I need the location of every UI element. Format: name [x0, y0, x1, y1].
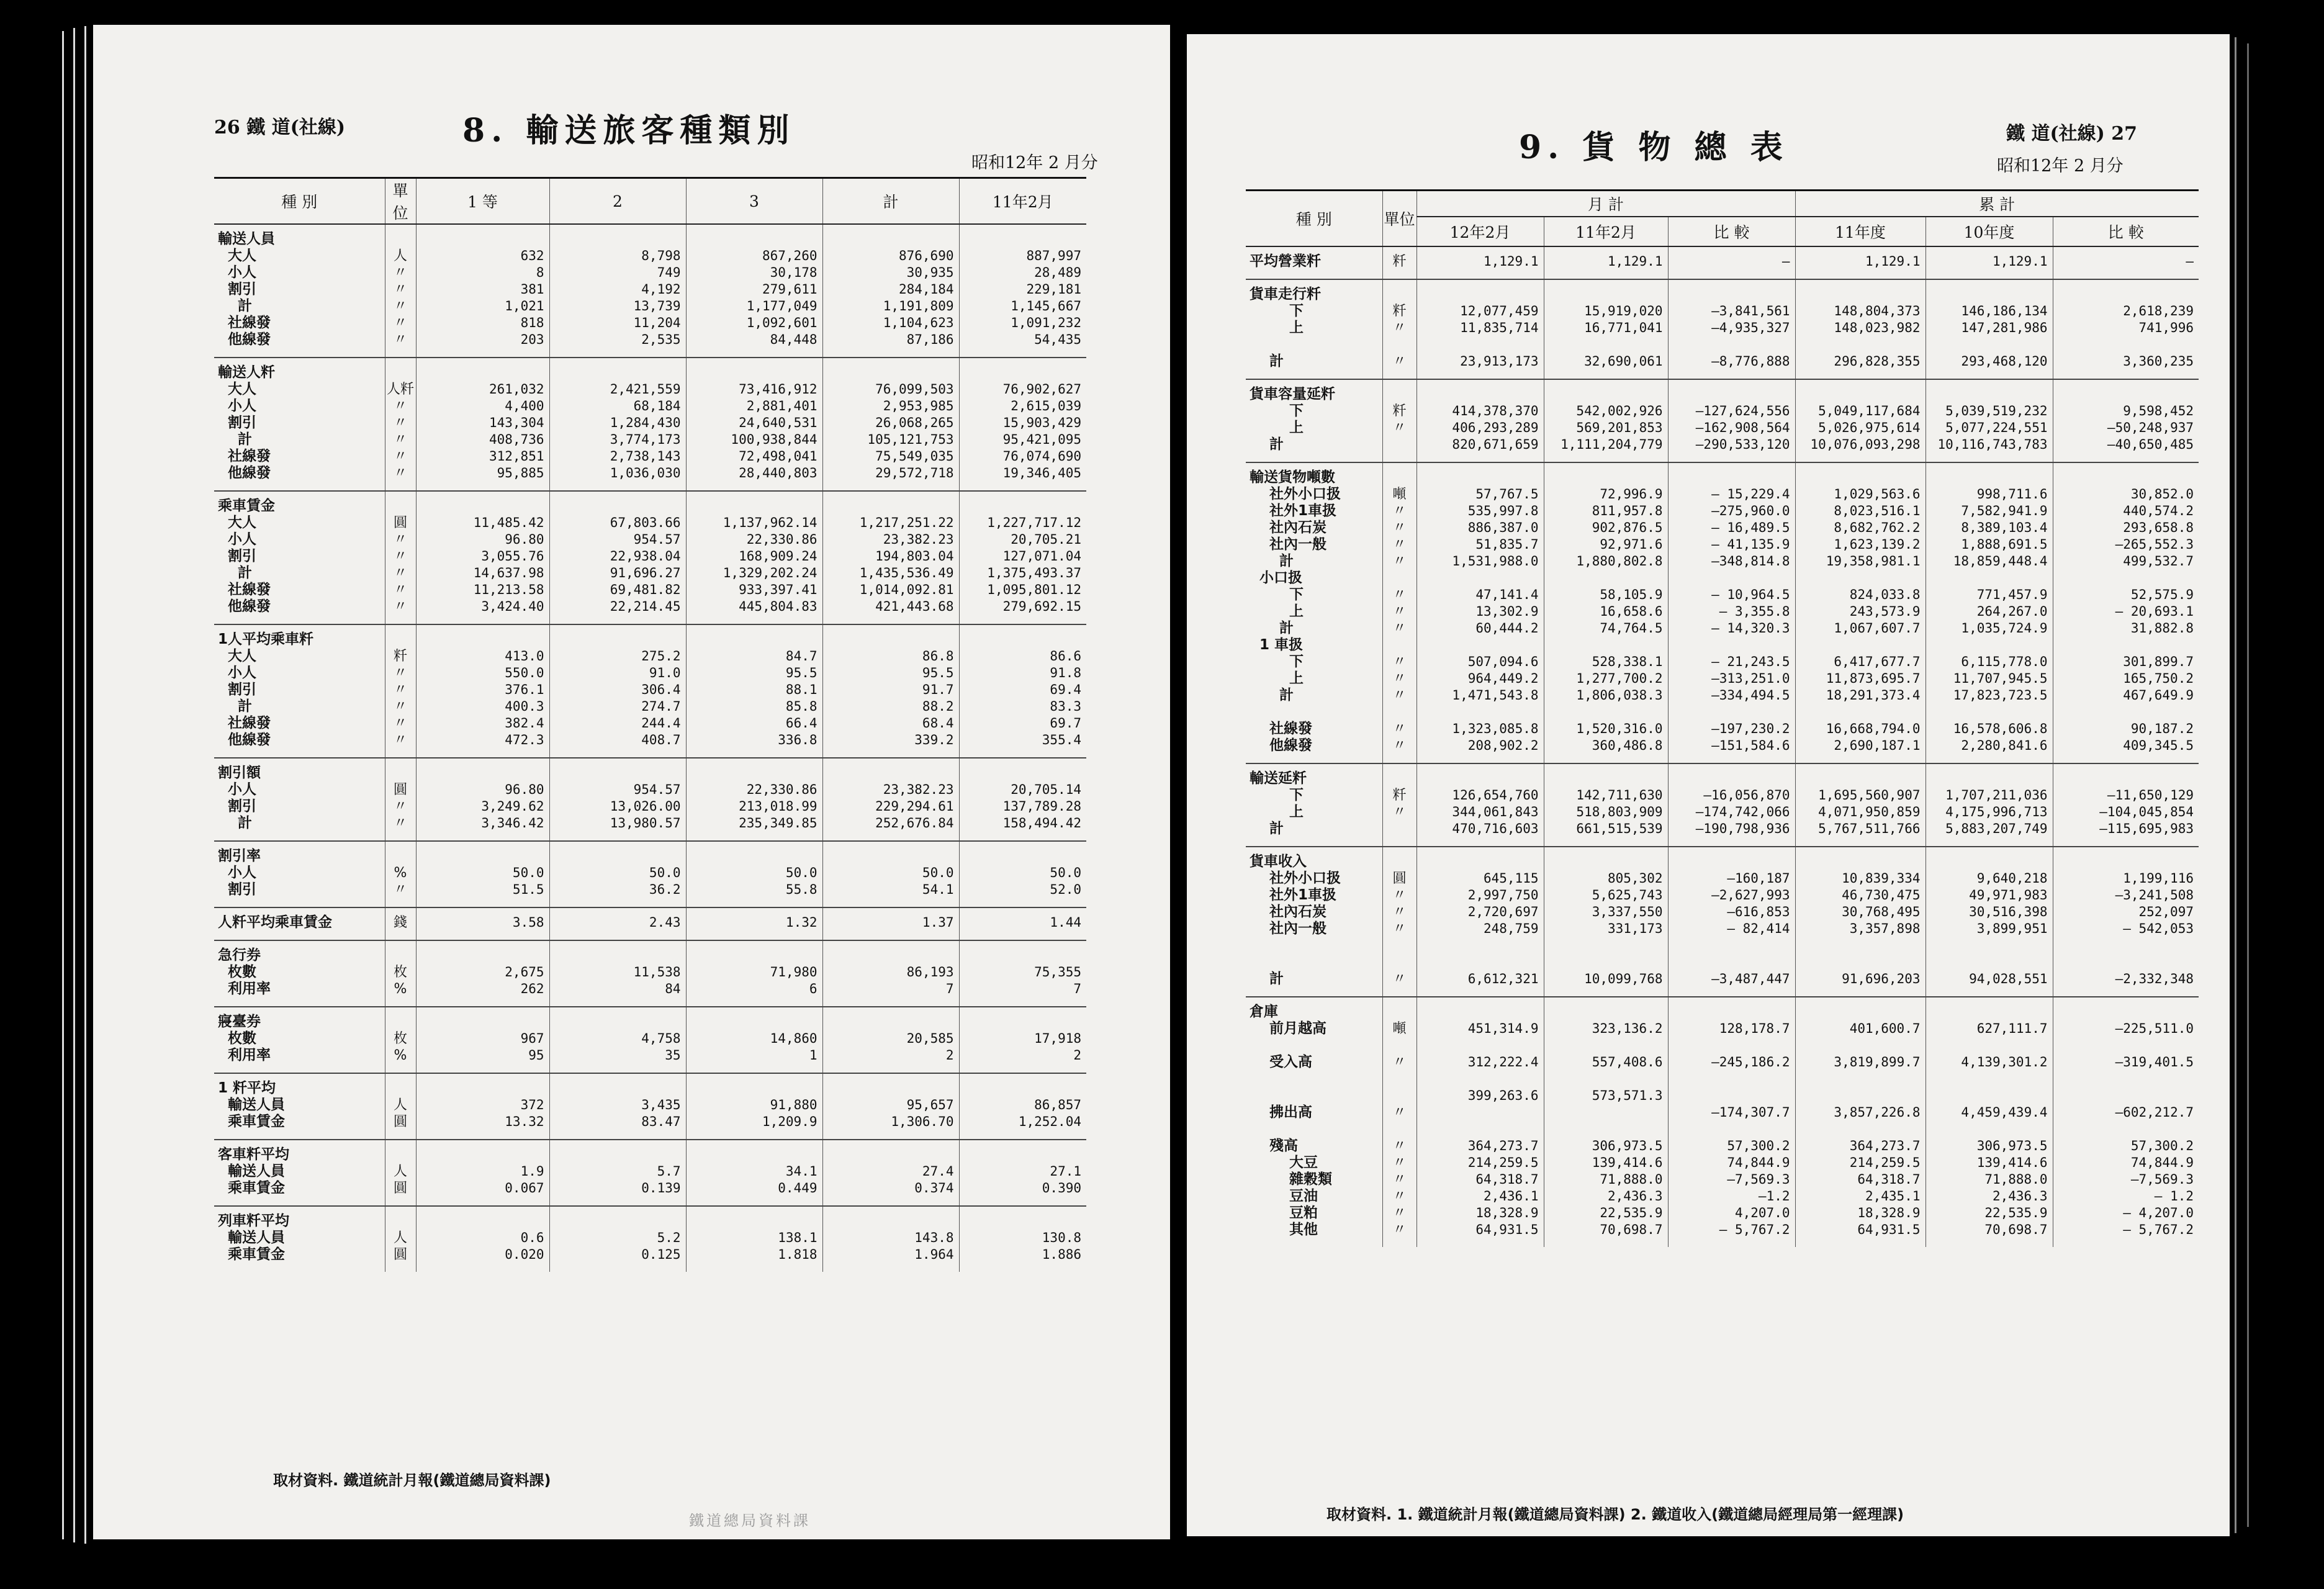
data-cell: 91,880 1,209.9 [686, 1073, 822, 1140]
data-cell: —11,650,129 —104,045,854 —115,695,983 [2053, 763, 2199, 847]
table-section [214, 1073, 1086, 1140]
data-cell: 76,902,627 2,615,039 15,903,429 95,421,095 76,074,690 19,346,405 [959, 358, 1086, 491]
data-cell: 1,227,717.12 20,705.21 127,071.04 1,375,493.37 1,095,801.12 279,692.15 [959, 491, 1086, 624]
unit-cell: 人 圓 [385, 1206, 416, 1272]
source-note: 取材資料. 鐵道統計月報(鐵道總局資料課) [273, 1472, 551, 1489]
data-cell: 876,690 30,935 284,184 1,191,809 1,104,623 87,186 [822, 224, 959, 358]
data-cell: 73,416,912 2,881,401 24,640,531 100,938,844 72,498,041 28,440,803 [686, 358, 822, 491]
row-labels: 乘車賃金 大人 小人 割引 計 社線發 他線發 [214, 491, 385, 624]
unit-cell: 粁 〃 [1382, 379, 1416, 462]
data-cell: 34.1 0.449 [686, 1140, 822, 1206]
data-cell: 3,435 83.47 [549, 1073, 686, 1140]
data-cell: 1,199,116 —3,241,508 252,097 — 542,053 —2,332,348 [2053, 847, 2199, 997]
unit-cell: 人 圓 [385, 1140, 416, 1206]
data-cell: 805,302 5,625,743 3,337,550 331,173 10,099,768 [1544, 847, 1668, 997]
row-labels: 倉庫 前月越高 受入高 拂出高 殘高 大豆 雜穀類 豆油 豆粕 其他 [1246, 997, 1382, 1247]
column-header: 種 別 [214, 178, 385, 225]
data-cell: 1.9 0.067 [416, 1140, 549, 1206]
unit-cell: 粁 [1382, 246, 1416, 279]
data-cell: 2,675 262 [416, 940, 549, 1007]
data-cell: 30,852.0 440,574.2 293,658.8 —265,552.3 499,532.7 52,575.9 — 20,693.1 31,882.8 301,899.7 165,750.2 467,649.9 90,187.2 409,345.5 [2053, 462, 2199, 763]
row-labels: 列車粁平均 輸送人員 乘車賃金 [214, 1206, 385, 1272]
page-header-left: 26 鐵 道(社線) [214, 117, 346, 138]
data-cell: 542,002,926 569,201,853 1,111,204,779 [1544, 379, 1668, 462]
table-section [214, 1007, 1086, 1073]
data-cell: 2.43 [549, 907, 686, 940]
data-cell: 645,115 2,997,750 2,720,697 248,759 6,612,321 [1416, 847, 1544, 997]
unit-cell: 人粁 〃 〃 〃 〃 〃 [385, 358, 416, 491]
row-labels: 客車粁平均 輸送人員 乘車賃金 [214, 1140, 385, 1206]
page-title: 8. 輸送旅客種類別 [462, 112, 796, 150]
data-cell: 76,099,503 2,953,985 26,068,265 105,121,753 75,549,035 29,572,718 [822, 358, 959, 491]
data-cell: 1,129.1 [1416, 246, 1544, 279]
table-section [214, 940, 1086, 1007]
unit-cell: % 〃 [385, 841, 416, 907]
data-cell: 20,705.14 137,789.28 158,494.42 [959, 758, 1086, 841]
data-cell: 967 95 [416, 1007, 549, 1073]
row-labels: 1 粁平均 輸送人員 乘車賃金 [214, 1073, 385, 1140]
row-labels: 人粁平均乘車賃金 [214, 907, 385, 940]
data-cell: 9,640,218 49,971,983 30,516,398 3,899,951 94,028,551 [1925, 847, 2053, 997]
data-cell: 95,657 1,306.70 [822, 1073, 959, 1140]
passenger-table [214, 177, 1086, 1272]
data-cell: 998,711.6 7,582,941.9 8,389,103.4 1,888,691.5 18,859,448.4 771,457.9 264,267.0 1,035,724.9 6,115,778.0 11,707,945.5 17,823,723.5 16,578,606.8 2,280,841.6 [1925, 462, 2053, 763]
data-cell: 86,857 1,252.04 [959, 1073, 1086, 1140]
data-cell: 17,918 2 [959, 1007, 1086, 1073]
row-labels: 寢臺券 枚數 利用率 [214, 1007, 385, 1073]
data-cell: 130.8 1.886 [959, 1206, 1086, 1272]
data-cell: 1,129.1 [1795, 246, 1925, 279]
data-cell: 86.8 95.5 91.7 88.2 68.4 339.2 [822, 624, 959, 758]
data-cell: 451,314.9 312,222.4 399,263.6 364,273.7 214,259.5 64,318.7 2,436.1 18,328.9 64,931.5 [1416, 997, 1544, 1247]
data-cell: 2,421,559 68,184 1,284,430 3,774,173 2,738,143 1,036,030 [549, 358, 686, 491]
data-cell: 57,767.5 535,997.8 886,387.0 51,835.7 1,531,988.0 47,141.4 13,302.9 60,444.2 507,094.6 964,449.2 1,471,543.8 1,323,085.8 208,902.2 [1416, 462, 1544, 763]
page-title: 9. 貨 物 總 表 [1519, 128, 1789, 166]
column-header: 3 [686, 178, 822, 225]
data-cell: 1.32 [686, 907, 822, 940]
data-cell: 1.44 [959, 907, 1086, 940]
unit-cell: 圓 〃 〃 〃 〃 [1382, 847, 1416, 997]
data-cell: 11,538 84 [549, 940, 686, 1007]
data-cell: 11,485.42 96.80 3,055.76 14,637.98 11,213.58 3,424.40 [416, 491, 549, 624]
column-group-header: 月 計 [1416, 191, 1795, 217]
row-labels: 割引額 小人 割引 計 [214, 758, 385, 841]
row-labels: 輸送人員 大人 小人 割引 計 社線發 他線發 [214, 224, 385, 358]
table-section [1246, 279, 2199, 379]
data-cell: 86,193 7 [822, 940, 959, 1007]
unit-cell: 圓 〃 〃 [385, 758, 416, 841]
column-header: 12年2月 [1416, 217, 1544, 246]
page-header-right: 鐵 道(社線) 27 [2006, 123, 2138, 145]
data-cell: 1,129.1 [1544, 246, 1668, 279]
data-cell: 3.58 [416, 907, 549, 940]
data-cell: — 15,229.4 —275,960.0 — 16,489.5 — 41,135.9 —348,814.8 — 10,964.5 — 3,355.8 — 14,320.3 — 21,243.5 —313,251.0 —334,494.5 —197,230.2 —151,584.6 [1668, 462, 1795, 763]
data-cell: —127,624,556 —162,908,564 —290,533,120 [1668, 379, 1795, 462]
data-cell: 75,355 7 [959, 940, 1086, 1007]
table-section [214, 1140, 1086, 1206]
row-labels: 貨車走行粁 下 上 計 [1246, 279, 1382, 379]
row-labels: 輸送人粁 大人 小人 割引 計 社線發 他線發 [214, 358, 385, 491]
data-cell: 5,039,519,232 5,077,224,551 10,116,743,783 [1925, 379, 2053, 462]
unit-cell: 粁 〃 〃 [1382, 279, 1416, 379]
data-cell: 86.6 91.8 69.4 83.3 69.7 355.4 [959, 624, 1086, 758]
data-cell: 0.6 0.020 [416, 1206, 549, 1272]
data-cell: 401,600.7 3,819,899.7 3,857,226.8 364,273.7 214,259.5 64,318.7 2,435.1 18,328.9 64,931.5 [1795, 997, 1925, 1247]
data-cell: 146,186,134 147,281,986 293,468,120 [1925, 279, 2053, 379]
table-section [214, 758, 1086, 841]
data-cell: 8,798 749 4,192 13,739 11,204 2,535 [549, 224, 686, 358]
page-stack-edge [84, 26, 91, 1544]
unit-cell: 噸 〃 〃 〃 〃 〃 〃 〃 〃 [1382, 997, 1416, 1247]
data-cell: 5.7 0.139 [549, 1140, 686, 1206]
data-cell: 128,178.7 —245,186.2 —174,307.7 57,300.2 74,844.9 —7,569.3 —1.2 4,207.0 — 5,767.2 [1668, 997, 1795, 1247]
data-cell: —225,511.0 —319,401.5 —602,212.7 57,300.2 74,844.9 —7,569.3 — 1.2 — 4,207.0 — 5,767.2 [2053, 997, 2199, 1247]
data-cell: 126,654,760 344,061,843 470,716,603 [1416, 763, 1544, 847]
data-cell: 632 8 381 1,021 818 203 [416, 224, 549, 358]
data-cell: 1,029,563.6 8,023,516.1 8,682,762.2 1,623,139.2 19,358,981.1 824,033.8 243,573.9 1,067,607.7 6,417,677.7 11,873,695.7 18,291,373.4 16,668,794.0 2,690,187.1 [1795, 462, 1925, 763]
data-cell: 4,758 35 [549, 1007, 686, 1073]
data-cell: —3,841,561 —4,935,327 —8,776,888 [1668, 279, 1795, 379]
data-cell: 5,049,117,684 5,026,975,614 10,076,093,298 [1795, 379, 1925, 462]
report-date: 昭和12年 2 月分 [1997, 156, 2124, 176]
data-cell: 15,919,020 16,771,041 32,690,061 [1544, 279, 1668, 379]
data-cell: 1,137,962.14 22,330.86 168,909.24 1,329,202.24 933,397.41 445,804.83 [686, 491, 822, 624]
row-labels: 輸送貨物噸數 社外小口扱 社外1車扱 社內石炭 社內一般 計 小口扱 下 上 計 1 車扱 下 上 計 社線發 他線發 [1246, 462, 1382, 763]
data-cell: —16,056,870 —174,742,066 —190,798,936 [1668, 763, 1795, 847]
data-cell: 261,032 4,400 143,304 408,736 312,851 95,885 [416, 358, 549, 491]
table-section [1246, 462, 2199, 763]
table-section [1246, 997, 2199, 1247]
table-section [214, 1206, 1086, 1272]
column-header: 11年度 [1795, 217, 1925, 246]
unit-cell: 人 圓 [385, 1073, 416, 1140]
row-labels: 急行券 枚數 利用率 [214, 940, 385, 1007]
table-section [214, 841, 1086, 907]
table-section [1246, 379, 2199, 462]
source-note: 取材資料. 1. 鐵道統計月報(鐵道總局資料課) 2. 鐵道收入(鐵道總局經理局第一經理課) [1326, 1506, 1904, 1523]
data-cell: 27.4 0.374 [822, 1140, 959, 1206]
data-cell: 138.1 1.818 [686, 1206, 822, 1272]
left-page [93, 25, 1170, 1539]
row-labels: 割引率 小人 割引 [214, 841, 385, 907]
data-cell: 1,129.1 [1925, 246, 2053, 279]
data-cell: 12,077,459 11,835,714 23,913,173 [1416, 279, 1544, 379]
data-cell: — [1668, 246, 1795, 279]
unit-cell: 粁 〃 [1382, 763, 1416, 847]
data-cell: 1,707,211,036 4,175,996,713 5,883,207,749 [1925, 763, 2053, 847]
library-stamp: 鐵道總局資料課 [689, 1512, 811, 1529]
table-section [214, 624, 1086, 758]
page-stack-edge [62, 31, 69, 1539]
data-cell: 148,804,373 148,023,982 296,828,355 [1795, 279, 1925, 379]
table-section [1246, 847, 2199, 997]
column-header: 種 別 [1246, 191, 1382, 246]
data-cell: 50.0 55.8 [686, 841, 822, 907]
data-cell: 887,997 28,489 229,181 1,145,667 1,091,232 54,435 [959, 224, 1086, 358]
right-page [1187, 34, 2230, 1536]
unit-cell: 枚 % [385, 1007, 416, 1073]
data-cell: 1.37 [822, 907, 959, 940]
unit-cell: 人 〃 〃 〃 〃 〃 [385, 224, 416, 358]
data-cell: 2,618,239 741,996 3,360,235 [2053, 279, 2199, 379]
column-header: 11年2月 [1544, 217, 1668, 246]
data-cell: 14,860 1 [686, 1007, 822, 1073]
page-stack-edge [73, 28, 80, 1542]
data-cell: 372 13.32 [416, 1073, 549, 1140]
unit-cell: 粁 〃 〃 〃 〃 〃 [385, 624, 416, 758]
data-cell: 1,217,251.22 23,382.23 194,803.04 1,435,536.49 1,014,092.81 421,443.68 [822, 491, 959, 624]
data-cell: 84.7 95.5 88.1 85.8 66.4 336.8 [686, 624, 822, 758]
data-cell: 50.0 54.1 [822, 841, 959, 907]
column-header: 1 等 [416, 178, 549, 225]
column-group-header: 累 計 [1795, 191, 2199, 217]
data-cell: 50.0 36.2 [549, 841, 686, 907]
data-cell: 142,711,630 518,803,909 661,515,539 [1544, 763, 1668, 847]
unit-cell: 錢 [385, 907, 416, 940]
table-section [214, 358, 1086, 491]
column-header: 10年度 [1925, 217, 2053, 246]
table-section [1246, 763, 2199, 847]
column-header: 單位 [1382, 191, 1416, 246]
row-labels: 貨車容量延粁 下 上 計 [1246, 379, 1382, 462]
data-cell: 9,598,452 —50,248,937 —40,650,485 [2053, 379, 2199, 462]
data-cell: 10,839,334 46,730,475 30,768,495 3,357,898 91,696,203 [1795, 847, 1925, 997]
data-cell: 323,136.2 557,408.6 573,571.3 306,973.5 139,414.6 71,888.0 2,436.3 22,535.9 70,698.7 [1544, 997, 1668, 1247]
freight-table [1246, 189, 2199, 1247]
data-cell: 275.2 91.0 306.4 274.7 244.4 408.7 [549, 624, 686, 758]
table-section [1246, 246, 2199, 279]
data-cell: 143.8 1.964 [822, 1206, 959, 1272]
data-cell: 23,382.23 229,294.61 252,676.84 [822, 758, 959, 841]
data-cell: 22,330.86 213,018.99 235,349.85 [686, 758, 822, 841]
data-cell: 50.0 51.5 [416, 841, 549, 907]
report-date: 昭和12年 2 月分 [971, 153, 1098, 173]
table-section [214, 224, 1086, 358]
unit-cell: 圓 〃 〃 〃 〃 〃 [385, 491, 416, 624]
column-header: 單位 [385, 178, 416, 225]
table-section [214, 907, 1086, 940]
page-stack-edge [2247, 43, 2254, 1527]
column-header: 比 較 [2053, 217, 2199, 246]
data-cell: 67,803.66 954.57 22,938.04 91,696.27 69,481.82 22,214.45 [549, 491, 686, 624]
data-cell: 20,585 2 [822, 1007, 959, 1073]
data-cell: 867,260 30,178 279,611 1,177,049 1,092,601 84,448 [686, 224, 822, 358]
data-cell: 27.1 0.390 [959, 1140, 1086, 1206]
data-cell: 1,695,560,907 4,071,950,859 5,767,511,766 [1795, 763, 1925, 847]
unit-cell: 枚 % [385, 940, 416, 1007]
data-cell: 627,111.7 4,139,301.2 4,459,439.4 306,973.5 139,414.6 71,888.0 2,436.3 22,535.9 70,698.7 [1925, 997, 2053, 1247]
data-cell: 413.0 550.0 376.1 400.3 382.4 472.3 [416, 624, 549, 758]
column-header: 計 [822, 178, 959, 225]
column-header: 2 [549, 178, 686, 225]
table-section [214, 491, 1086, 624]
data-cell: — [2053, 246, 2199, 279]
data-cell: 96.80 3,249.62 3,346.42 [416, 758, 549, 841]
row-labels: 貨車收入 社外小口扱 社外1車扱 社內石炭 社內一般 計 [1246, 847, 1382, 997]
data-cell: 414,378,370 406,293,289 820,671,659 [1416, 379, 1544, 462]
data-cell: 71,980 6 [686, 940, 822, 1007]
data-cell: 50.0 52.0 [959, 841, 1086, 907]
data-cell: —160,187 —2,627,993 —616,853 — 82,414 —3,487,447 [1668, 847, 1795, 997]
data-cell: 5.2 0.125 [549, 1206, 686, 1272]
column-header: 比 較 [1668, 217, 1795, 246]
row-labels: 平均營業粁 [1246, 246, 1382, 279]
data-cell: 954.57 13,026.00 13,980.57 [549, 758, 686, 841]
page-stack-edge [2235, 37, 2241, 1533]
column-header: 11年2月 [959, 178, 1086, 225]
data-cell: 72,996.9 811,957.8 902,876.5 92,971.6 1,880,802.8 58,105.9 16,658.6 74,764.5 528,338.1 1,277,700.2 1,806,038.3 1,520,316.0 360,486.8 [1544, 462, 1668, 763]
unit-cell: 噸 〃 〃 〃 〃 〃 〃 〃 〃 〃 〃 〃 〃 [1382, 462, 1416, 763]
row-labels: 輸送延粁 下 上 計 [1246, 763, 1382, 847]
row-labels: 1人平均乘車粁 大人 小人 割引 計 社線發 他線發 [214, 624, 385, 758]
